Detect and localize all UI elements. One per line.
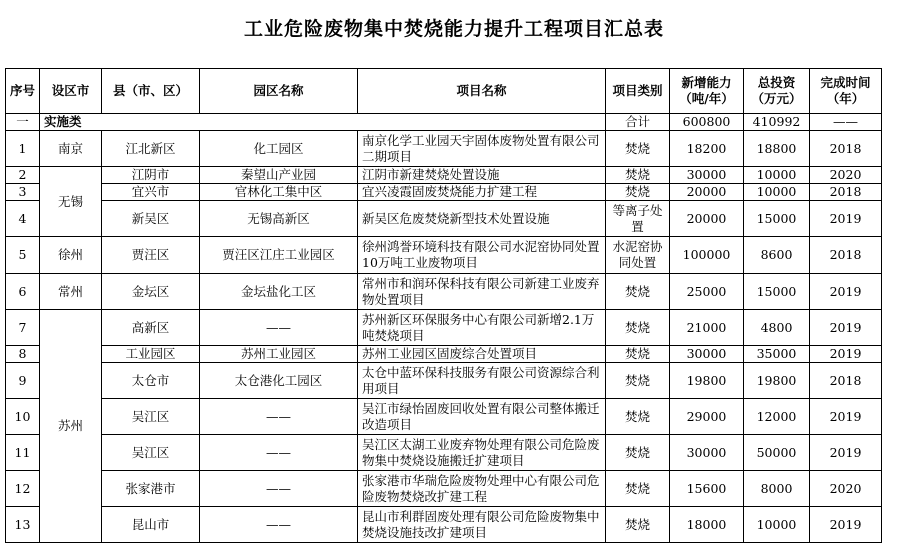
- cell-city: 无锡: [40, 167, 102, 237]
- cell-county: 太仓市: [102, 363, 200, 399]
- header-year: 完成时间（年）: [810, 69, 882, 114]
- cell-county: 吴江区: [102, 435, 200, 471]
- cell-investment: 19800: [744, 363, 810, 399]
- section-row: [6, 114, 882, 131]
- cell-capacity: 29000: [670, 399, 744, 435]
- cell-project: 吴江市绿怡固废回收处置有限公司整体搬迁改造项目: [358, 399, 606, 435]
- cell-year: 2019: [810, 507, 882, 543]
- total-investment: 410992: [744, 114, 810, 131]
- cell-park: 太仓港化工园区: [200, 363, 358, 399]
- cell-investment: 35000: [744, 346, 810, 363]
- cell-capacity: 21000: [670, 310, 744, 346]
- cell-project: 太仓中蓝环保科技服务有限公司资源综合利用项目: [358, 363, 606, 399]
- project-summary-table: [5, 68, 882, 543]
- cell-project: 张家港市华瑞危险废物处理中心有限公司危险废物焚烧改扩建工程: [358, 471, 606, 507]
- cell-project: 江阴市新建焚烧处置设施: [358, 167, 606, 184]
- cell-seq: 12: [6, 471, 40, 507]
- cell-seq: 1: [6, 131, 40, 167]
- cell-seq: 6: [6, 274, 40, 310]
- cell-seq: 5: [6, 237, 40, 274]
- cell-year: 2018: [810, 237, 882, 274]
- cell-park: ——: [200, 471, 358, 507]
- table-row: [6, 184, 882, 201]
- cell-park: 化工园区: [200, 131, 358, 167]
- cell-county: 贾汪区: [102, 237, 200, 274]
- header-investment: 总投资（万元）: [744, 69, 810, 114]
- cell-category: 焚烧: [606, 167, 670, 184]
- cell-project: 徐州鸿誉环境科技有限公司水泥窑协同处置10万吨工业废物项目: [358, 237, 606, 274]
- table-row: [6, 363, 882, 399]
- cell-seq: 2: [6, 167, 40, 184]
- cell-capacity: 100000: [670, 237, 744, 274]
- cell-capacity: 30000: [670, 346, 744, 363]
- cell-investment: 10000: [744, 184, 810, 201]
- cell-capacity: 18200: [670, 131, 744, 167]
- cell-category: 焚烧: [606, 399, 670, 435]
- cell-seq: 8: [6, 346, 40, 363]
- cell-capacity: 20000: [670, 184, 744, 201]
- cell-investment: 50000: [744, 435, 810, 471]
- cell-park: 苏州工业园区: [200, 346, 358, 363]
- table-row: [6, 131, 882, 167]
- cell-capacity: 20000: [670, 201, 744, 237]
- cell-category: 焚烧: [606, 346, 670, 363]
- cell-park: 金坛盐化工区: [200, 274, 358, 310]
- cell-investment: 8000: [744, 471, 810, 507]
- cell-county: 吴江区: [102, 399, 200, 435]
- cell-capacity: 30000: [670, 435, 744, 471]
- header-capacity: 新增能力（吨/年）: [670, 69, 744, 114]
- cell-city: 苏州: [40, 310, 102, 543]
- cell-project: 常州市和润环保科技有限公司新建工业废弃物处置项目: [358, 274, 606, 310]
- cell-seq: 3: [6, 184, 40, 201]
- cell-category: 焚烧: [606, 507, 670, 543]
- table-row: [6, 274, 882, 310]
- table-row: [6, 346, 882, 363]
- cell-park: 秦望山产业园: [200, 167, 358, 184]
- cell-investment: 15000: [744, 201, 810, 237]
- cell-park: ——: [200, 507, 358, 543]
- cell-capacity: 18000: [670, 507, 744, 543]
- cell-seq: 13: [6, 507, 40, 543]
- header-project: 项目名称: [358, 69, 606, 114]
- table-row: [6, 507, 882, 543]
- cell-city: 常州: [40, 274, 102, 310]
- header-category: 项目类别: [606, 69, 670, 114]
- cell-year: 2020: [810, 471, 882, 507]
- cell-category: 水泥窑协同处置: [606, 237, 670, 274]
- cell-county: 工业园区: [102, 346, 200, 363]
- cell-county: 金坛区: [102, 274, 200, 310]
- cell-category: 焚烧: [606, 435, 670, 471]
- total-capacity: 600800: [670, 114, 744, 131]
- cell-county: 张家港市: [102, 471, 200, 507]
- cell-city: 徐州: [40, 237, 102, 274]
- table-row: [6, 167, 882, 184]
- header-row: [6, 69, 882, 114]
- total-label: 合计: [606, 114, 670, 131]
- table-row: [6, 201, 882, 237]
- cell-investment: 15000: [744, 274, 810, 310]
- cell-seq: 11: [6, 435, 40, 471]
- cell-category: 焚烧: [606, 184, 670, 201]
- section-seq: 一: [6, 114, 40, 131]
- cell-category: 焚烧: [606, 274, 670, 310]
- table-row: [6, 399, 882, 435]
- cell-park: ——: [200, 399, 358, 435]
- cell-category: 焚烧: [606, 131, 670, 167]
- cell-county: 昆山市: [102, 507, 200, 543]
- cell-park: 无锡高新区: [200, 201, 358, 237]
- cell-year: 2019: [810, 346, 882, 363]
- cell-county: 高新区: [102, 310, 200, 346]
- section-label: 实施类: [40, 114, 606, 131]
- cell-park: ——: [200, 310, 358, 346]
- cell-year: 2019: [810, 310, 882, 346]
- cell-capacity: 25000: [670, 274, 744, 310]
- cell-project: 苏州新区环保服务中心有限公司新增2.1万吨焚烧项目: [358, 310, 606, 346]
- table-row: [6, 471, 882, 507]
- cell-park: 官林化工集中区: [200, 184, 358, 201]
- cell-year: 2019: [810, 435, 882, 471]
- cell-project: 宜兴凌霞固废焚烧能力扩建工程: [358, 184, 606, 201]
- cell-capacity: 15600: [670, 471, 744, 507]
- cell-year: 2018: [810, 363, 882, 399]
- cell-year: 2020: [810, 167, 882, 184]
- total-year: ——: [810, 114, 882, 131]
- cell-seq: 7: [6, 310, 40, 346]
- cell-project: 新吴区危废焚烧新型技术处置设施: [358, 201, 606, 237]
- cell-year: 2019: [810, 274, 882, 310]
- cell-project: 苏州工业园区固废综合处置项目: [358, 346, 606, 363]
- cell-city: 南京: [40, 131, 102, 167]
- cell-investment: 4800: [744, 310, 810, 346]
- cell-seq: 10: [6, 399, 40, 435]
- cell-county: 新吴区: [102, 201, 200, 237]
- cell-capacity: 19800: [670, 363, 744, 399]
- cell-category: 焚烧: [606, 363, 670, 399]
- cell-year: 2018: [810, 184, 882, 201]
- cell-project: 昆山市利群固废处理有限公司危险废物集中焚烧设施技改扩建项目: [358, 507, 606, 543]
- cell-year: 2019: [810, 201, 882, 237]
- table-row: [6, 435, 882, 471]
- cell-county: 江阴市: [102, 167, 200, 184]
- cell-investment: 12000: [744, 399, 810, 435]
- cell-investment: 10000: [744, 167, 810, 184]
- cell-investment: 18800: [744, 131, 810, 167]
- cell-investment: 8600: [744, 237, 810, 274]
- cell-category: 焚烧: [606, 310, 670, 346]
- cell-year: 2018: [810, 131, 882, 167]
- cell-category: 焚烧: [606, 471, 670, 507]
- table-row: [6, 310, 882, 346]
- cell-seq: 9: [6, 363, 40, 399]
- header-park: 园区名称: [200, 69, 358, 114]
- header-county: 县（市、区）: [102, 69, 200, 114]
- cell-investment: 10000: [744, 507, 810, 543]
- cell-project: 吴江区太湖工业废弃物处理有限公司危险废物集中焚烧设施搬迁扩建项目: [358, 435, 606, 471]
- cell-seq: 4: [6, 201, 40, 237]
- cell-park: ——: [200, 435, 358, 471]
- cell-county: 江北新区: [102, 131, 200, 167]
- page-title: 工业危险废物集中焚烧能力提升工程项目汇总表: [243, 18, 664, 40]
- cell-project: 南京化学工业园天宇固体废物处置有限公司二期项目: [358, 131, 606, 167]
- cell-county: 宜兴市: [102, 184, 200, 201]
- cell-category: 等离子处置: [606, 201, 670, 237]
- cell-capacity: 30000: [670, 167, 744, 184]
- header-city: 设区市: [40, 69, 102, 114]
- header-seq: 序号: [6, 69, 40, 114]
- cell-year: 2019: [810, 399, 882, 435]
- cell-park: 贾汪区江庄工业园区: [200, 237, 358, 274]
- table-row: [6, 237, 882, 274]
